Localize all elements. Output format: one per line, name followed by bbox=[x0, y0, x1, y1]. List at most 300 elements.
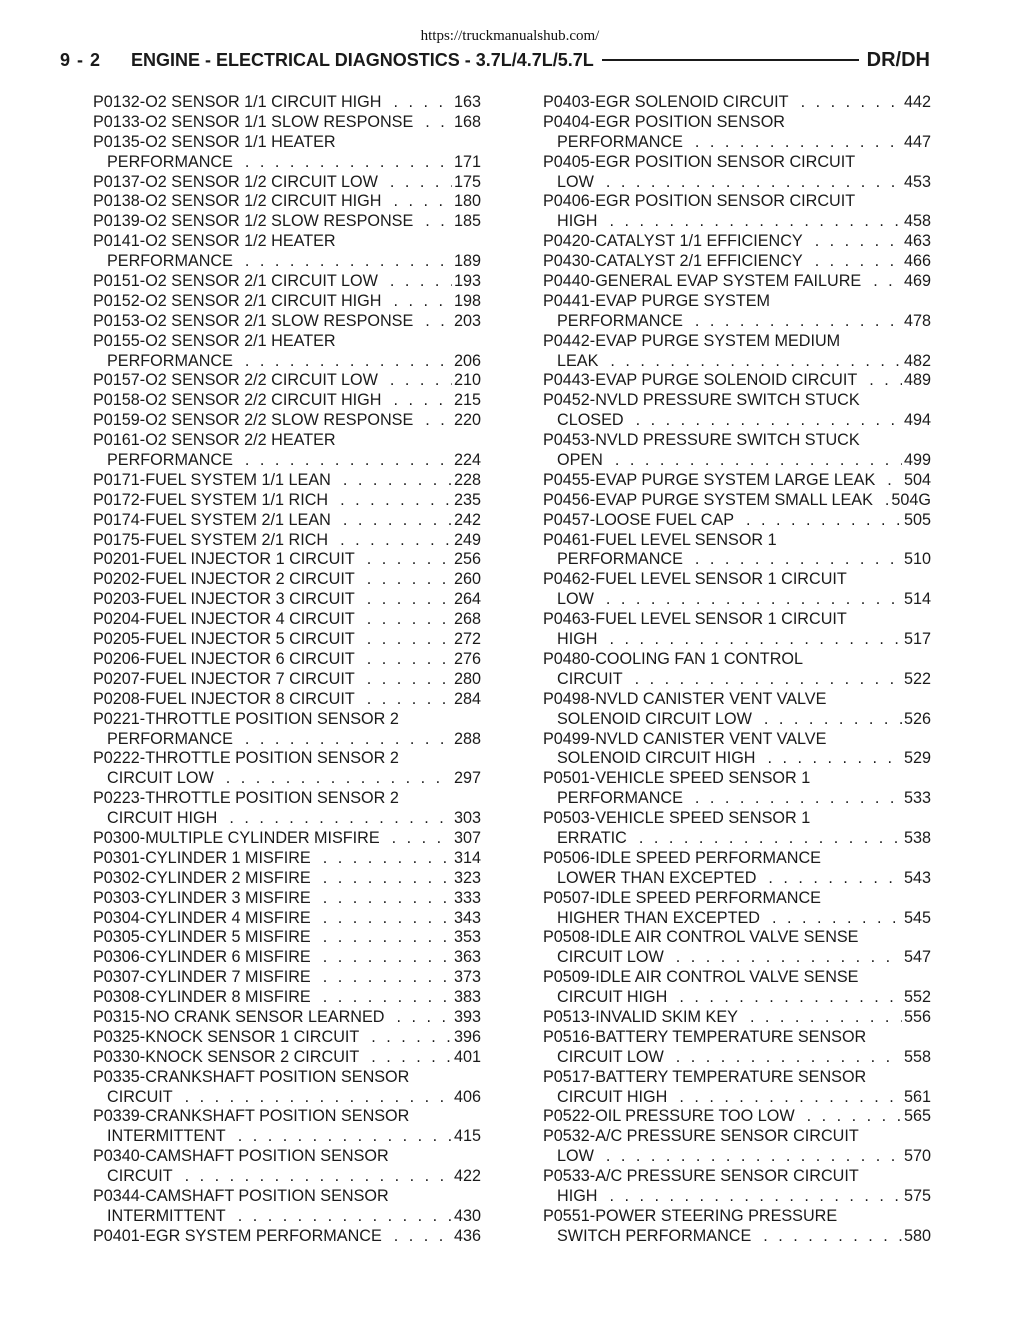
entry-title-line bbox=[93, 511, 481, 531]
index-entry[interactable] bbox=[93, 1227, 481, 1247]
entry-continuation-line bbox=[93, 1207, 481, 1227]
index-entry[interactable] bbox=[93, 869, 481, 889]
entry-continuation-line bbox=[93, 1167, 481, 1187]
entry-title-line bbox=[93, 431, 481, 451]
entry-title-line bbox=[93, 550, 481, 570]
entry-label: HIGH bbox=[557, 1186, 598, 1205]
dot-leader bbox=[323, 849, 452, 869]
dot-leader bbox=[425, 113, 452, 133]
entry-label: CIRCUIT LOW bbox=[557, 1047, 664, 1066]
index-entry[interactable] bbox=[543, 431, 931, 471]
entry-title-line bbox=[543, 1207, 931, 1227]
entry-label: PERFORMANCE bbox=[557, 550, 683, 569]
entry-continuation-line bbox=[543, 789, 931, 809]
entry-label: P0533-A/C PRESSURE SENSOR CIRCUIT bbox=[543, 1167, 859, 1186]
entry-continuation-line bbox=[93, 1127, 481, 1147]
entry-title-line bbox=[93, 889, 481, 909]
index-entry[interactable] bbox=[93, 113, 481, 133]
entry-title-line bbox=[93, 332, 481, 352]
entry-page-number: 478 bbox=[903, 311, 931, 330]
dot-leader bbox=[245, 451, 452, 471]
index-entry[interactable] bbox=[93, 511, 481, 531]
entry-continuation-line bbox=[93, 352, 481, 372]
dot-leader bbox=[676, 948, 902, 968]
entry-label: P0404-EGR POSITION SENSOR bbox=[543, 112, 785, 131]
index-entry[interactable] bbox=[93, 133, 481, 173]
entry-title-line bbox=[93, 1107, 481, 1127]
entry-label: P0344-CAMSHAFT POSITION SENSOR bbox=[93, 1186, 389, 1205]
dot-leader bbox=[807, 1107, 902, 1127]
entry-page-number: 504G bbox=[891, 490, 931, 509]
dot-leader bbox=[609, 212, 902, 232]
entry-label: PERFORMANCE bbox=[107, 252, 233, 271]
index-entry[interactable] bbox=[93, 889, 481, 909]
entry-title-line bbox=[543, 1028, 931, 1048]
entry-title-line bbox=[543, 391, 931, 411]
entry-title-line bbox=[93, 869, 481, 889]
dot-leader bbox=[869, 371, 902, 391]
entry-label: P0305-CYLINDER 5 MISFIRE bbox=[93, 928, 311, 947]
index-entry[interactable] bbox=[543, 292, 931, 332]
index-entry[interactable] bbox=[543, 93, 931, 113]
entry-page-number: 494 bbox=[903, 411, 931, 430]
index-entry[interactable] bbox=[543, 928, 931, 968]
entry-title-line bbox=[543, 292, 931, 312]
dot-leader bbox=[367, 610, 452, 630]
index-entry[interactable] bbox=[93, 371, 481, 391]
entry-label: PERFORMANCE bbox=[107, 729, 233, 748]
dot-leader bbox=[390, 272, 452, 292]
entry-label: P0507-IDLE SPEED PERFORMANCE bbox=[543, 888, 821, 907]
index-entry[interactable] bbox=[543, 1068, 931, 1108]
index-entry[interactable] bbox=[93, 988, 481, 1008]
dot-leader bbox=[238, 1127, 452, 1147]
index-entry[interactable] bbox=[93, 173, 481, 193]
entry-continuation-line bbox=[543, 670, 931, 690]
dot-leader bbox=[323, 909, 452, 929]
entry-title-line bbox=[93, 1187, 481, 1207]
index-entry[interactable] bbox=[93, 332, 481, 372]
dot-leader bbox=[887, 471, 902, 491]
entry-title-line bbox=[543, 332, 931, 352]
entry-label: CIRCUIT HIGH bbox=[557, 988, 668, 1007]
entry-label: P0155-O2 SENSOR 2/1 HEATER bbox=[93, 331, 336, 350]
index-entry[interactable] bbox=[93, 292, 481, 312]
entry-label: P0501-VEHICLE SPEED SENSOR 1 bbox=[543, 769, 811, 788]
index-entry[interactable] bbox=[93, 1187, 481, 1227]
entry-page-number: 529 bbox=[903, 749, 931, 768]
entry-label: P0304-CYLINDER 4 MISFIRE bbox=[93, 908, 311, 927]
entry-label: LOW bbox=[557, 590, 594, 609]
index-entry[interactable] bbox=[543, 1008, 931, 1028]
entry-label: P0204-FUEL INJECTOR 4 CIRCUIT bbox=[93, 610, 355, 629]
dot-leader bbox=[323, 869, 452, 889]
entry-page-number: 343 bbox=[453, 908, 481, 927]
entry-label: P0153-O2 SENSOR 2/1 SLOW RESPONSE bbox=[93, 311, 414, 330]
dot-leader bbox=[750, 1008, 902, 1028]
entry-title-line bbox=[543, 809, 931, 829]
entry-page-number: 272 bbox=[453, 630, 481, 649]
entry-label: P0301-CYLINDER 1 MISFIRE bbox=[93, 848, 311, 867]
index-entry[interactable] bbox=[543, 153, 931, 193]
index-entry[interactable] bbox=[93, 312, 481, 332]
entry-label: LOWER THAN EXCEPTED bbox=[557, 868, 757, 887]
entry-label: P0452-NVLD PRESSURE SWITCH STUCK bbox=[543, 391, 860, 410]
entry-page-number: 268 bbox=[453, 610, 481, 629]
dot-leader bbox=[323, 988, 452, 1008]
index-entry[interactable] bbox=[93, 570, 481, 590]
dot-leader bbox=[425, 212, 452, 232]
index-entry[interactable] bbox=[543, 491, 931, 511]
entry-label: P0453-NVLD PRESSURE SWITCH STUCK bbox=[543, 431, 860, 450]
entry-title-line bbox=[93, 710, 481, 730]
entry-label: P0517-BATTERY TEMPERATURE SENSOR bbox=[543, 1067, 867, 1086]
entry-label: P0513-INVALID SKIM KEY bbox=[543, 1007, 738, 1026]
dot-leader bbox=[323, 968, 452, 988]
entry-title-line bbox=[93, 133, 481, 153]
index-entry[interactable] bbox=[543, 690, 931, 730]
entry-label: HIGH bbox=[557, 630, 598, 649]
entry-label: ERRATIC bbox=[557, 828, 627, 847]
entry-label: INTERMITTENT bbox=[107, 1127, 226, 1146]
entry-label: P0508-IDLE AIR CONTROL VALVE SENSE bbox=[543, 928, 859, 947]
index-entry[interactable] bbox=[93, 1068, 481, 1108]
index-entry[interactable] bbox=[543, 809, 931, 849]
index-entry[interactable] bbox=[543, 650, 931, 690]
entry-page-number: 556 bbox=[903, 1007, 931, 1026]
entry-label: CLOSED bbox=[557, 411, 624, 430]
entry-page-number: 430 bbox=[453, 1206, 481, 1225]
index-entry[interactable] bbox=[93, 491, 481, 511]
entry-label: P0201-FUEL INJECTOR 1 CIRCUIT bbox=[93, 550, 355, 569]
index-entry[interactable] bbox=[543, 371, 931, 391]
entry-continuation-line bbox=[543, 352, 931, 372]
index-entry[interactable] bbox=[93, 670, 481, 690]
index-entry[interactable] bbox=[543, 1028, 931, 1068]
entry-label: HIGH bbox=[557, 212, 598, 231]
index-entry[interactable] bbox=[543, 192, 931, 232]
entry-title-line bbox=[93, 948, 481, 968]
entry-label: P0141-O2 SENSOR 1/2 HEATER bbox=[93, 232, 336, 251]
index-entry[interactable] bbox=[93, 710, 481, 750]
index-entry[interactable] bbox=[93, 550, 481, 570]
entry-label: P0455-EVAP PURGE SYSTEM LARGE LEAK bbox=[543, 470, 876, 489]
index-entry[interactable] bbox=[543, 113, 931, 153]
index-entry[interactable] bbox=[93, 471, 481, 491]
entry-title-line bbox=[93, 789, 481, 809]
entry-page-number: 333 bbox=[453, 888, 481, 907]
entry-page-number: 504 bbox=[903, 470, 931, 489]
entry-continuation-line bbox=[543, 133, 931, 153]
entry-title-line bbox=[93, 570, 481, 590]
entry-title-line bbox=[93, 1068, 481, 1088]
index-entry[interactable] bbox=[93, 829, 481, 849]
entry-title-line bbox=[543, 232, 931, 252]
entry-label: P0132-O2 SENSOR 1/1 CIRCUIT HIGH bbox=[93, 93, 382, 111]
entry-label: HIGHER THAN EXCEPTED bbox=[557, 908, 760, 927]
index-entry[interactable] bbox=[93, 192, 481, 212]
dot-leader bbox=[393, 292, 452, 312]
entry-title-line bbox=[543, 1167, 931, 1187]
index-entry[interactable] bbox=[93, 630, 481, 650]
page-number: 9 - 2 bbox=[60, 49, 102, 70]
entry-continuation-line bbox=[93, 153, 481, 173]
entry-label: P0498-NVLD CANISTER VENT VALVE bbox=[543, 689, 827, 708]
entry-label: OPEN bbox=[557, 451, 603, 470]
index-entry[interactable] bbox=[93, 968, 481, 988]
dot-leader bbox=[815, 232, 902, 252]
entry-page-number: 235 bbox=[453, 490, 481, 509]
index-entry[interactable] bbox=[543, 1127, 931, 1167]
dot-leader bbox=[245, 252, 452, 272]
entry-title-line bbox=[93, 411, 481, 431]
index-entry[interactable] bbox=[543, 849, 931, 889]
index-entry[interactable] bbox=[543, 232, 931, 252]
entry-title-line bbox=[93, 232, 481, 252]
index-entry[interactable] bbox=[543, 391, 931, 431]
entry-label: P0158-O2 SENSOR 2/2 CIRCUIT HIGH bbox=[93, 391, 382, 410]
index-entry[interactable] bbox=[93, 411, 481, 431]
entry-title-line bbox=[93, 173, 481, 193]
dot-leader bbox=[367, 690, 452, 710]
index-entry[interactable] bbox=[93, 909, 481, 929]
index-entry[interactable] bbox=[93, 928, 481, 948]
entry-title-line bbox=[93, 968, 481, 988]
entry-title-line bbox=[93, 1147, 481, 1167]
index-entry[interactable] bbox=[543, 471, 931, 491]
entry-label: P0315-NO CRANK SENSOR LEARNED bbox=[93, 1007, 385, 1026]
index-entry[interactable] bbox=[93, 1147, 481, 1187]
entry-continuation-line bbox=[93, 809, 481, 829]
index-entry[interactable] bbox=[543, 889, 931, 929]
entry-label: P0509-IDLE AIR CONTROL VALVE SENSE bbox=[543, 968, 859, 987]
entry-page-number: 517 bbox=[903, 630, 931, 649]
index-entry[interactable] bbox=[93, 1048, 481, 1068]
dot-leader bbox=[392, 829, 452, 849]
source-url[interactable]: https://truckmanualshub.com/ bbox=[420, 28, 600, 44]
entry-continuation-line bbox=[543, 312, 931, 332]
entry-label: P0461-FUEL LEVEL SENSOR 1 bbox=[543, 530, 777, 549]
entry-continuation-line bbox=[543, 630, 931, 650]
entry-label: PERFORMANCE bbox=[107, 351, 233, 370]
entry-label: P0302-CYLINDER 2 MISFIRE bbox=[93, 868, 311, 887]
index-entry[interactable] bbox=[93, 749, 481, 789]
entry-label: P0463-FUEL LEVEL SENSOR 1 CIRCUIT bbox=[543, 610, 847, 629]
dot-leader bbox=[245, 352, 452, 372]
entry-continuation-line bbox=[543, 1187, 931, 1207]
dot-leader bbox=[340, 491, 452, 511]
entry-label: PERFORMANCE bbox=[557, 132, 683, 151]
index-entry[interactable] bbox=[543, 272, 931, 292]
entry-page-number: 373 bbox=[453, 968, 481, 987]
entry-page-number: 526 bbox=[903, 709, 931, 728]
entry-title-line bbox=[543, 1008, 931, 1028]
index-entry[interactable] bbox=[93, 789, 481, 829]
dot-leader bbox=[367, 550, 452, 570]
entry-page-number: 580 bbox=[903, 1226, 931, 1245]
entry-label: P0516-BATTERY TEMPERATURE SENSOR bbox=[543, 1027, 867, 1046]
index-entry[interactable] bbox=[543, 511, 931, 531]
entry-label: P0157-O2 SENSOR 2/2 CIRCUIT LOW bbox=[93, 371, 378, 390]
entry-page-number: 297 bbox=[453, 769, 481, 788]
entry-label: P0222-THROTTLE POSITION SENSOR 2 bbox=[93, 749, 399, 768]
entry-page-number: 482 bbox=[903, 351, 931, 370]
entry-page-number: 180 bbox=[453, 192, 481, 211]
entry-page-number: 198 bbox=[453, 291, 481, 310]
index-entry[interactable] bbox=[93, 690, 481, 710]
entry-continuation-line bbox=[543, 988, 931, 1008]
dot-leader bbox=[393, 93, 452, 113]
entry-label: P0174-FUEL SYSTEM 2/1 LEAN bbox=[93, 510, 331, 529]
dot-leader bbox=[394, 1227, 452, 1247]
entry-page-number: 505 bbox=[903, 510, 931, 529]
index-entry[interactable] bbox=[93, 849, 481, 869]
entry-title-line bbox=[543, 928, 931, 948]
index-entry[interactable] bbox=[543, 968, 931, 1008]
entry-page-number: 383 bbox=[453, 988, 481, 1007]
entry-continuation-line bbox=[93, 769, 481, 789]
index-entry[interactable] bbox=[93, 948, 481, 968]
entry-page-number: 447 bbox=[903, 132, 931, 151]
index-entry[interactable] bbox=[543, 730, 931, 770]
dot-leader bbox=[229, 809, 452, 829]
index-entry[interactable] bbox=[93, 93, 481, 113]
dot-leader bbox=[615, 451, 902, 471]
entry-page-number: 514 bbox=[903, 590, 931, 609]
header-rule bbox=[602, 59, 859, 61]
entry-title-line bbox=[543, 570, 931, 590]
entry-page-number: 260 bbox=[453, 570, 481, 589]
entry-continuation-line bbox=[543, 909, 931, 929]
entry-label: P0339-CRANKSHAFT POSITION SENSOR bbox=[93, 1107, 410, 1126]
index-entry[interactable] bbox=[93, 431, 481, 471]
index-entry[interactable] bbox=[93, 1107, 481, 1147]
dot-leader bbox=[343, 471, 452, 491]
entry-page-number: 323 bbox=[453, 868, 481, 887]
entry-title-line bbox=[543, 491, 931, 511]
entry-page-number: 175 bbox=[453, 172, 481, 191]
entry-label: CIRCUIT HIGH bbox=[557, 1087, 668, 1106]
dot-leader bbox=[609, 1187, 902, 1207]
entry-label: P0221-THROTTLE POSITION SENSOR 2 bbox=[93, 709, 399, 728]
entry-label: CIRCUIT HIGH bbox=[107, 809, 218, 828]
entry-continuation-line bbox=[543, 590, 931, 610]
entry-page-number: 314 bbox=[453, 848, 481, 867]
index-entry[interactable] bbox=[543, 332, 931, 372]
index-entry[interactable] bbox=[93, 610, 481, 630]
index-entry[interactable] bbox=[93, 531, 481, 551]
index-entry[interactable] bbox=[93, 590, 481, 610]
entry-continuation-line bbox=[543, 550, 931, 570]
dot-leader bbox=[396, 1008, 452, 1028]
dot-leader bbox=[609, 630, 902, 650]
entry-label: P0503-VEHICLE SPEED SENSOR 1 bbox=[543, 809, 811, 828]
index-entry[interactable] bbox=[543, 769, 931, 809]
dot-leader bbox=[367, 650, 452, 670]
index-entry[interactable] bbox=[543, 610, 931, 650]
entry-label: SWITCH PERFORMANCE bbox=[557, 1226, 752, 1245]
entry-title-line bbox=[93, 610, 481, 630]
dot-leader bbox=[425, 411, 452, 431]
index-entry[interactable] bbox=[93, 232, 481, 272]
index-entry[interactable] bbox=[93, 391, 481, 411]
index-column-right bbox=[543, 93, 931, 1247]
entry-page-number: 215 bbox=[453, 391, 481, 410]
dot-leader bbox=[371, 1028, 452, 1048]
dot-leader bbox=[245, 153, 452, 173]
index-entry[interactable] bbox=[543, 1107, 931, 1127]
entry-title-line bbox=[543, 968, 931, 988]
entry-page-number: 303 bbox=[453, 809, 481, 828]
index-entry[interactable] bbox=[543, 1207, 931, 1247]
entry-label: P0480-COOLING FAN 1 CONTROL bbox=[543, 649, 803, 668]
entry-title-line bbox=[93, 849, 481, 869]
index-entry[interactable] bbox=[93, 212, 481, 232]
entry-label: P0223-THROTTLE POSITION SENSOR 2 bbox=[93, 789, 399, 808]
index-entry[interactable] bbox=[543, 252, 931, 272]
dot-leader bbox=[695, 133, 902, 153]
entry-title-line bbox=[543, 511, 931, 531]
index-entry[interactable] bbox=[543, 531, 931, 571]
entry-title-line bbox=[543, 192, 931, 212]
entry-page-number: 206 bbox=[453, 351, 481, 370]
entry-label: P0137-O2 SENSOR 1/2 CIRCUIT LOW bbox=[93, 172, 378, 191]
entry-label: P0300-MULTIPLE CYLINDER MISFIRE bbox=[93, 828, 380, 847]
dot-leader bbox=[695, 789, 902, 809]
entry-page-number: 203 bbox=[453, 311, 481, 330]
dot-leader bbox=[695, 312, 902, 332]
entry-title-line bbox=[543, 610, 931, 630]
entry-title-line bbox=[543, 650, 931, 670]
index-entry[interactable] bbox=[93, 1008, 481, 1028]
index-entry[interactable] bbox=[543, 1167, 931, 1207]
entry-title-line bbox=[93, 988, 481, 1008]
entry-label: P0403-EGR SOLENOID CIRCUIT bbox=[543, 93, 789, 111]
entry-page-number: 168 bbox=[453, 112, 481, 131]
dot-leader bbox=[390, 173, 452, 193]
entry-title-line bbox=[93, 909, 481, 929]
entry-page-number: 280 bbox=[453, 669, 481, 688]
page-header bbox=[60, 46, 930, 74]
index-entry[interactable] bbox=[93, 272, 481, 292]
entry-label: CIRCUIT LOW bbox=[557, 948, 664, 967]
entry-label: P0330-KNOCK SENSOR 2 CIRCUIT bbox=[93, 1047, 360, 1066]
entry-title-line bbox=[93, 391, 481, 411]
entry-title-line bbox=[543, 1107, 931, 1127]
entry-continuation-line bbox=[93, 451, 481, 471]
entry-page-number: 228 bbox=[453, 470, 481, 489]
entry-title-line bbox=[543, 371, 931, 391]
entry-page-number: 561 bbox=[903, 1087, 931, 1106]
dot-leader bbox=[367, 590, 452, 610]
index-entry[interactable] bbox=[93, 650, 481, 670]
index-entry[interactable] bbox=[93, 1028, 481, 1048]
entry-title-line bbox=[93, 192, 481, 212]
entry-title-line bbox=[93, 292, 481, 312]
entry-label: P0457-LOOSE FUEL CAP bbox=[543, 510, 735, 529]
dot-leader bbox=[393, 391, 452, 411]
entry-page-number: 489 bbox=[903, 371, 931, 390]
entry-label: P0441-EVAP PURGE SYSTEM bbox=[543, 291, 771, 310]
entry-continuation-line bbox=[543, 173, 931, 193]
entry-label: P0159-O2 SENSOR 2/2 SLOW RESPONSE bbox=[93, 411, 414, 430]
dot-leader bbox=[245, 730, 452, 750]
index-entry[interactable] bbox=[543, 570, 931, 610]
entry-title-line bbox=[93, 371, 481, 391]
entry-title-line bbox=[543, 471, 931, 491]
entry-label: P0161-O2 SENSOR 2/2 HEATER bbox=[93, 431, 336, 450]
entry-title-line bbox=[543, 1127, 931, 1147]
